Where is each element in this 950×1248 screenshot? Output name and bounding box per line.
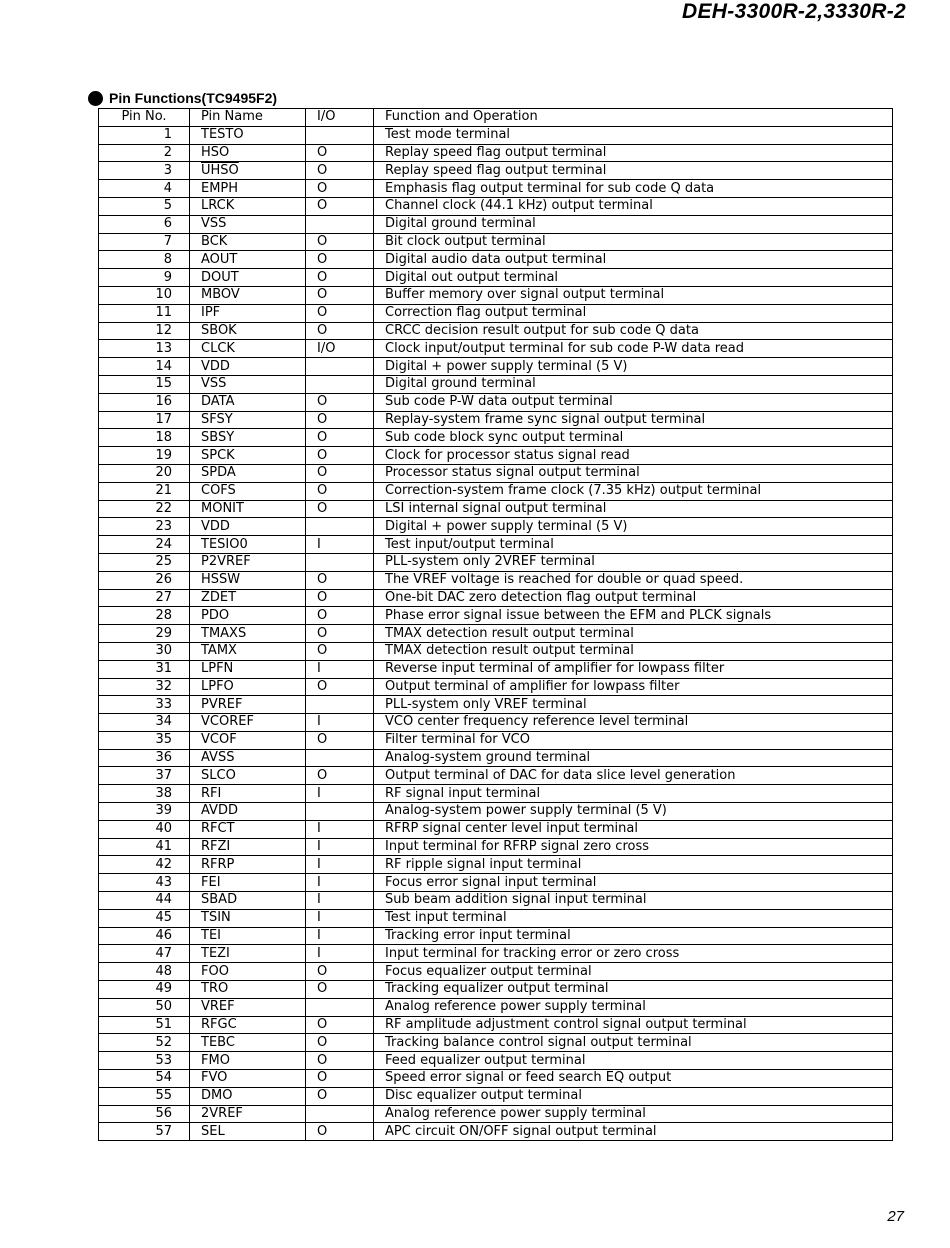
pin-number-cell: 47 — [99, 945, 190, 963]
column-header-io: I/O — [306, 109, 374, 127]
pin-number-cell: 9 — [99, 269, 190, 287]
pin-number-cell: 38 — [99, 785, 190, 803]
table-row — [99, 1087, 893, 1105]
pin-number-cell: 32 — [99, 678, 190, 696]
table-row — [99, 785, 893, 803]
io-cell: O — [306, 322, 374, 340]
function-cell: Digital audio data output terminal — [374, 251, 893, 269]
pin-name-cell: TEBC — [190, 1034, 306, 1052]
pin-number-cell: 49 — [99, 981, 190, 999]
pin-name-cell: VSS — [190, 215, 306, 233]
pin-name-cell — [190, 144, 306, 162]
pin-number-cell: 42 — [99, 856, 190, 874]
pin-name-cell: TESTO — [190, 126, 306, 144]
function-cell: The VREF voltage is reached for double or quad speed. — [374, 571, 893, 589]
pin-number-cell: 28 — [99, 607, 190, 625]
model-title: DEH-3300R-2,3330R-2 — [682, 0, 906, 23]
pin-number-cell: 46 — [99, 927, 190, 945]
function-cell: Analog-system power supply terminal (5 V) — [374, 803, 893, 821]
function-cell: RF ripple signal input terminal — [374, 856, 893, 874]
pin-name-cell: VDD — [190, 358, 306, 376]
pin-number-cell: 1 — [99, 126, 190, 144]
table-row — [99, 162, 893, 180]
table-row — [99, 945, 893, 963]
table-row — [99, 251, 893, 269]
pin-name-cell: SLCO — [190, 767, 306, 785]
table-row — [99, 607, 893, 625]
function-cell: Emphasis flag output terminal for sub code Q data — [374, 180, 893, 198]
io-cell: O — [306, 286, 374, 304]
io-cell: O — [306, 269, 374, 287]
pin-number-cell: 51 — [99, 1016, 190, 1034]
column-header-pin-name: Pin Name — [190, 109, 306, 127]
pin-number-cell: 27 — [99, 589, 190, 607]
table-row — [99, 375, 893, 393]
pin-number-cell: 11 — [99, 304, 190, 322]
pin-name-cell: COFS — [190, 482, 306, 500]
pin-name-cell: ZDET — [190, 589, 306, 607]
pin-number-cell: 4 — [99, 180, 190, 198]
function-cell: Tracking equalizer output terminal — [374, 981, 893, 999]
pin-name-cell: PDO — [190, 607, 306, 625]
io-cell: O — [306, 411, 374, 429]
pin-name-cell: SEL — [190, 1123, 306, 1141]
column-header-function: Function and Operation — [374, 109, 893, 127]
io-cell — [306, 553, 374, 571]
pin-name-cell: RFZI — [190, 838, 306, 856]
io-cell: O — [306, 731, 374, 749]
pin-number-cell: 20 — [99, 464, 190, 482]
pin-name-cell: LPFN — [190, 660, 306, 678]
io-cell: I — [306, 892, 374, 910]
pin-number-cell: 13 — [99, 340, 190, 358]
pin-number-cell: 16 — [99, 393, 190, 411]
function-cell: Digital out output terminal — [374, 269, 893, 287]
pin-number-cell: 19 — [99, 447, 190, 465]
table-row — [99, 269, 893, 287]
io-cell: I — [306, 714, 374, 732]
pin-name-cell: LRCK — [190, 197, 306, 215]
function-cell: RF amplitude adjustment control signal output terminal — [374, 1016, 893, 1034]
function-cell: Digital ground terminal — [374, 375, 893, 393]
function-cell: Replay speed flag output terminal — [374, 162, 893, 180]
section-heading — [88, 90, 277, 106]
pin-number-cell: 26 — [99, 571, 190, 589]
function-cell: LSI internal signal output terminal — [374, 500, 893, 518]
io-cell — [306, 358, 374, 376]
io-cell: O — [306, 233, 374, 251]
pin-name-cell: DOUT — [190, 269, 306, 287]
function-cell: Analog-system ground terminal — [374, 749, 893, 767]
column-header-pin-no: Pin No. — [99, 109, 190, 127]
pin-name-cell: HSSW — [190, 571, 306, 589]
pin-name-cell: AVDD — [190, 803, 306, 821]
function-cell: Processor status signal output terminal — [374, 464, 893, 482]
pin-name-cell: FOO — [190, 963, 306, 981]
table-row — [99, 856, 893, 874]
function-cell: Bit clock output terminal — [374, 233, 893, 251]
pin-number-cell: 40 — [99, 820, 190, 838]
table-row — [99, 820, 893, 838]
pin-name-cell: SPDA — [190, 464, 306, 482]
table-row — [99, 625, 893, 643]
pin-name-cell: TESIO0 — [190, 536, 306, 554]
pin-name-cell: DATA — [190, 393, 306, 411]
function-cell: RFRP signal center level input terminal — [374, 820, 893, 838]
table-row — [99, 518, 893, 536]
table-row — [99, 981, 893, 999]
function-cell: Analog reference power supply terminal — [374, 998, 893, 1016]
table-row — [99, 429, 893, 447]
io-cell: O — [306, 589, 374, 607]
pin-number-cell: 52 — [99, 1034, 190, 1052]
table-row — [99, 909, 893, 927]
io-cell: O — [306, 678, 374, 696]
pin-name-cell: LPFO — [190, 678, 306, 696]
pin-name-cell: RFGC — [190, 1016, 306, 1034]
pin-name-cell: EMPH — [190, 180, 306, 198]
io-cell — [306, 518, 374, 536]
io-cell: O — [306, 1034, 374, 1052]
table-row — [99, 927, 893, 945]
table-row — [99, 571, 893, 589]
pin-name-cell: TEZI — [190, 945, 306, 963]
io-cell: I — [306, 838, 374, 856]
table-row — [99, 874, 893, 892]
pin-number-cell: 2 — [99, 144, 190, 162]
pin-number-cell: 54 — [99, 1070, 190, 1088]
table-row — [99, 749, 893, 767]
table-row — [99, 1034, 893, 1052]
function-cell: PLL-system only 2VREF terminal — [374, 553, 893, 571]
pin-number-cell: 3 — [99, 162, 190, 180]
pin-number-cell: 10 — [99, 286, 190, 304]
function-cell: Filter terminal for VCO — [374, 731, 893, 749]
pin-number-cell: 5 — [99, 197, 190, 215]
function-cell: Phase error signal issue between the EFM and PLCK signals — [374, 607, 893, 625]
table-row — [99, 322, 893, 340]
pin-name-overlined: UHSO — [201, 162, 239, 178]
io-cell: O — [306, 464, 374, 482]
pin-number-cell: 22 — [99, 500, 190, 518]
io-cell: O — [306, 963, 374, 981]
pin-name-cell: SFSY — [190, 411, 306, 429]
table-row — [99, 340, 893, 358]
table-row — [99, 464, 893, 482]
io-cell: O — [306, 1070, 374, 1088]
function-cell: Feed equalizer output terminal — [374, 1052, 893, 1070]
pin-number-cell: 39 — [99, 803, 190, 821]
table-row — [99, 215, 893, 233]
table-row — [99, 180, 893, 198]
table-row — [99, 304, 893, 322]
table-row — [99, 144, 893, 162]
function-cell: Input terminal for RFRP signal zero cross — [374, 838, 893, 856]
pin-name-cell: MBOV — [190, 286, 306, 304]
pin-number-cell: 53 — [99, 1052, 190, 1070]
io-cell: O — [306, 1052, 374, 1070]
io-cell: O — [306, 607, 374, 625]
function-cell: Channel clock (44.1 kHz) output terminal — [374, 197, 893, 215]
io-cell: O — [306, 625, 374, 643]
pin-name-cell: TAMX — [190, 642, 306, 660]
pin-number-cell: 31 — [99, 660, 190, 678]
pin-number-cell: 23 — [99, 518, 190, 536]
io-cell: O — [306, 393, 374, 411]
pin-name-cell: SBAD — [190, 892, 306, 910]
pin-name-cell: SBSY — [190, 429, 306, 447]
function-cell: Clock input/output terminal for sub code P-W data read — [374, 340, 893, 358]
function-cell: Replay speed flag output terminal — [374, 144, 893, 162]
table-row — [99, 767, 893, 785]
table-header-row — [99, 109, 893, 127]
pin-name-cell: TEI — [190, 927, 306, 945]
function-cell: Tracking error input terminal — [374, 927, 893, 945]
table-body — [99, 126, 893, 1140]
function-cell: Focus equalizer output terminal — [374, 963, 893, 981]
function-cell: Reverse input terminal of amplifier for lowpass filter — [374, 660, 893, 678]
pin-name-cell: FMO — [190, 1052, 306, 1070]
table-row — [99, 1123, 893, 1141]
table-row — [99, 998, 893, 1016]
io-cell: O — [306, 642, 374, 660]
table-row — [99, 660, 893, 678]
io-cell: O — [306, 162, 374, 180]
pin-number-cell: 30 — [99, 642, 190, 660]
pin-name-cell: IPF — [190, 304, 306, 322]
pin-name-cell: SPCK — [190, 447, 306, 465]
io-cell: O — [306, 767, 374, 785]
function-cell: Test input terminal — [374, 909, 893, 927]
pin-number-cell: 12 — [99, 322, 190, 340]
pin-name-cell: TSIN — [190, 909, 306, 927]
pin-name-cell: PVREF — [190, 696, 306, 714]
io-cell: O — [306, 981, 374, 999]
pin-number-cell: 57 — [99, 1123, 190, 1141]
pin-number-cell: 17 — [99, 411, 190, 429]
io-cell — [306, 215, 374, 233]
table-row — [99, 731, 893, 749]
table-row — [99, 963, 893, 981]
table-row — [99, 642, 893, 660]
pin-name-cell: 2VREF — [190, 1105, 306, 1123]
pin-name-cell: VCOREF — [190, 714, 306, 732]
function-cell: Output terminal of DAC for data slice level generation — [374, 767, 893, 785]
function-cell: Digital + power supply terminal (5 V) — [374, 518, 893, 536]
pin-name-cell: FVO — [190, 1070, 306, 1088]
function-cell: Clock for processor status signal read — [374, 447, 893, 465]
pin-name-cell — [190, 162, 306, 180]
pin-name-cell: SBOK — [190, 322, 306, 340]
io-cell: I — [306, 856, 374, 874]
io-cell — [306, 126, 374, 144]
function-cell: CRCC decision result output for sub code Q data — [374, 322, 893, 340]
function-cell: Tracking balance control signal output terminal — [374, 1034, 893, 1052]
pin-number-cell: 24 — [99, 536, 190, 554]
function-cell: VCO center frequency reference level terminal — [374, 714, 893, 732]
pin-name-cell: MONIT — [190, 500, 306, 518]
io-cell — [306, 375, 374, 393]
io-cell: O — [306, 251, 374, 269]
pin-number-cell: 55 — [99, 1087, 190, 1105]
table-row — [99, 358, 893, 376]
pin-number-cell: 37 — [99, 767, 190, 785]
table-row — [99, 197, 893, 215]
function-cell: Test mode terminal — [374, 126, 893, 144]
section-title: Pin Functions(TC9495F2) — [109, 90, 278, 106]
function-cell: Correction flag output terminal — [374, 304, 893, 322]
page-number: 27 — [887, 1208, 904, 1225]
io-cell: O — [306, 180, 374, 198]
pin-number-cell: 50 — [99, 998, 190, 1016]
table-row — [99, 696, 893, 714]
pin-name-cell: VCOF — [190, 731, 306, 749]
function-cell: Output terminal of amplifier for lowpass filter — [374, 678, 893, 696]
table-row — [99, 482, 893, 500]
pin-number-cell: 29 — [99, 625, 190, 643]
function-cell: Focus error signal input terminal — [374, 874, 893, 892]
pin-name-cell: AVSS — [190, 749, 306, 767]
pin-number-cell: 34 — [99, 714, 190, 732]
pin-name-cell: RFI — [190, 785, 306, 803]
pin-number-cell: 43 — [99, 874, 190, 892]
pin-name-overlined: $\overline{HSO}$ — [201, 144, 230, 160]
pin-name-cell: VREF — [190, 998, 306, 1016]
pin-name-cell: FEI — [190, 874, 306, 892]
pin-number-cell: 25 — [99, 553, 190, 571]
bullet-icon — [88, 91, 103, 106]
io-cell: O — [306, 447, 374, 465]
pin-name-cell: TMAXS — [190, 625, 306, 643]
io-cell: O — [306, 304, 374, 322]
io-cell: O — [306, 429, 374, 447]
table-row — [99, 589, 893, 607]
pin-name-cell: VDD — [190, 518, 306, 536]
io-cell: I/O — [306, 340, 374, 358]
table-row — [99, 553, 893, 571]
pin-number-cell: 14 — [99, 358, 190, 376]
io-cell: O — [306, 1016, 374, 1034]
pin-number-cell: 7 — [99, 233, 190, 251]
io-cell: O — [306, 1123, 374, 1141]
pin-number-cell: 33 — [99, 696, 190, 714]
table-row — [99, 126, 893, 144]
pin-number-cell: 8 — [99, 251, 190, 269]
pin-name-cell: P2VREF — [190, 553, 306, 571]
io-cell: O — [306, 197, 374, 215]
io-cell: O — [306, 1087, 374, 1105]
pin-name-cell: AOUT — [190, 251, 306, 269]
table-row — [99, 1070, 893, 1088]
pin-name-cell: CLCK — [190, 340, 306, 358]
function-cell: Digital ground terminal — [374, 215, 893, 233]
io-cell: I — [306, 660, 374, 678]
pin-name-cell: VSS — [190, 375, 306, 393]
io-cell: I — [306, 820, 374, 838]
table-row — [99, 393, 893, 411]
function-cell: Input terminal for tracking error or zero cross — [374, 945, 893, 963]
table-row — [99, 233, 893, 251]
io-cell: I — [306, 536, 374, 554]
pin-number-cell: 41 — [99, 838, 190, 856]
function-cell: Correction-system frame clock (7.35 kHz) output terminal — [374, 482, 893, 500]
io-cell: I — [306, 945, 374, 963]
function-cell: TMAX detection result output terminal — [374, 625, 893, 643]
function-cell: Test input/output terminal — [374, 536, 893, 554]
function-cell: PLL-system only VREF terminal — [374, 696, 893, 714]
io-cell — [306, 998, 374, 1016]
table-row — [99, 838, 893, 856]
table-row — [99, 500, 893, 518]
pin-number-cell: 18 — [99, 429, 190, 447]
io-cell: O — [306, 571, 374, 589]
table-row — [99, 286, 893, 304]
pin-name-cell: BCK — [190, 233, 306, 251]
table-row — [99, 411, 893, 429]
function-cell: Sub code P-W data output terminal — [374, 393, 893, 411]
table-row — [99, 536, 893, 554]
pin-number-cell: 21 — [99, 482, 190, 500]
pin-name-cell: RFRP — [190, 856, 306, 874]
function-cell: One-bit DAC zero detection flag output terminal — [374, 589, 893, 607]
function-cell: RF signal input terminal — [374, 785, 893, 803]
io-cell: I — [306, 874, 374, 892]
table-row — [99, 714, 893, 732]
table-row — [99, 803, 893, 821]
io-cell — [306, 1105, 374, 1123]
io-cell — [306, 696, 374, 714]
pin-number-cell: 6 — [99, 215, 190, 233]
pin-number-cell: 35 — [99, 731, 190, 749]
io-cell: O — [306, 482, 374, 500]
pin-name-cell: TRO — [190, 981, 306, 999]
table-row — [99, 1016, 893, 1034]
pin-name-cell: RFCT — [190, 820, 306, 838]
pin-number-cell: 15 — [99, 375, 190, 393]
function-cell: Replay-system frame sync signal output terminal — [374, 411, 893, 429]
function-cell: Speed error signal or feed search EQ output — [374, 1070, 893, 1088]
table-row — [99, 1105, 893, 1123]
pin-name-cell: DMO — [190, 1087, 306, 1105]
io-cell: O — [306, 144, 374, 162]
function-cell: APC circuit ON/OFF signal output terminal — [374, 1123, 893, 1141]
io-cell: O — [306, 500, 374, 518]
function-cell: TMAX detection result output terminal — [374, 642, 893, 660]
table-row — [99, 447, 893, 465]
function-cell: Sub code block sync output terminal — [374, 429, 893, 447]
pin-number-cell: 56 — [99, 1105, 190, 1123]
pin-number-cell: 44 — [99, 892, 190, 910]
io-cell — [306, 803, 374, 821]
io-cell: I — [306, 909, 374, 927]
pin-number-cell: 36 — [99, 749, 190, 767]
io-cell: I — [306, 927, 374, 945]
io-cell: I — [306, 785, 374, 803]
function-cell: Analog reference power supply terminal — [374, 1105, 893, 1123]
table-row — [99, 678, 893, 696]
function-cell: Digital + power supply terminal (5 V) — [374, 358, 893, 376]
table-row — [99, 1052, 893, 1070]
function-cell: Sub beam addition signal input terminal — [374, 892, 893, 910]
function-cell: Disc equalizer output terminal — [374, 1087, 893, 1105]
pin-number-cell: 45 — [99, 909, 190, 927]
io-cell — [306, 749, 374, 767]
pin-number-cell: 48 — [99, 963, 190, 981]
function-cell: Buffer memory over signal output terminal — [374, 286, 893, 304]
pin-functions-table — [98, 108, 893, 1141]
table-row — [99, 892, 893, 910]
